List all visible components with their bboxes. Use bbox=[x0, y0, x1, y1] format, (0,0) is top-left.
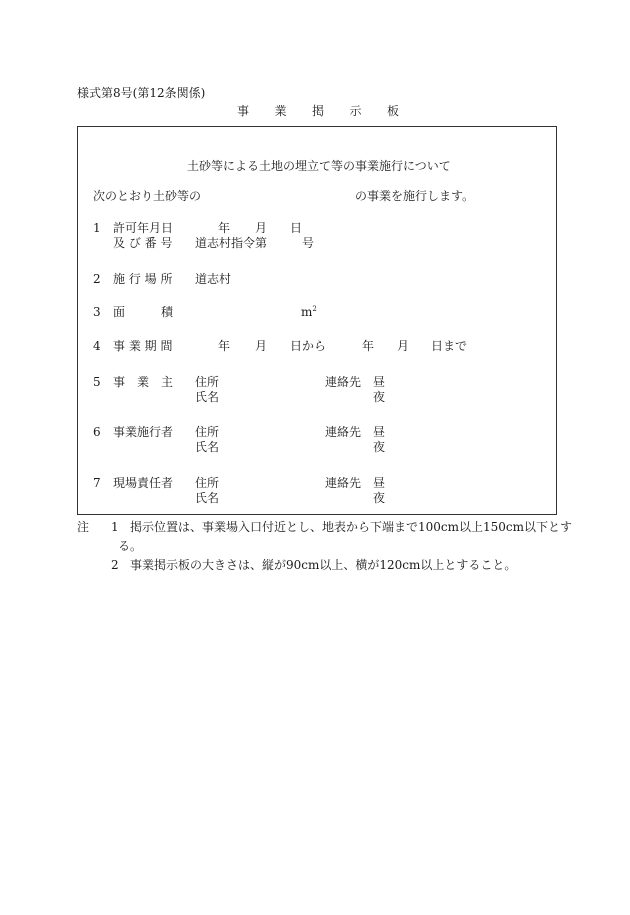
period-start-day: 日から bbox=[290, 339, 327, 353]
permit-designation-suffix: 号 bbox=[302, 236, 315, 250]
area-unit: $m^2$ bbox=[301, 305, 317, 319]
note-text: 事業掲示板の大きさは、縦が90cm以上、横が120cm以上とすること。 bbox=[130, 558, 517, 572]
contractor-address-label: 住所 bbox=[195, 425, 220, 439]
note-number: 2 bbox=[111, 558, 119, 572]
intro-suffix: の事業を施行します。 bbox=[355, 189, 475, 203]
permit-year: 年 bbox=[218, 221, 231, 235]
site-manager-day-contact: 昼 bbox=[373, 476, 386, 490]
contractor-label: 事業施行者 bbox=[113, 425, 174, 439]
location-label: 施 行 場 所 bbox=[113, 272, 173, 286]
item-number: 2 bbox=[93, 272, 101, 286]
period-end-year: 年 bbox=[362, 339, 375, 353]
contractor-night-contact: 夜 bbox=[373, 440, 386, 454]
site-manager-address-label: 住所 bbox=[195, 476, 220, 490]
permit-designation-prefix: 道志村指令第 bbox=[195, 236, 268, 250]
item-number: 6 bbox=[93, 425, 101, 439]
signboard-frame bbox=[77, 126, 557, 515]
document-title: 事 業 掲 示 板 bbox=[237, 104, 400, 118]
item-number: 7 bbox=[93, 476, 101, 490]
contractor-name-label: 氏名 bbox=[195, 440, 220, 454]
contractor-contact-label: 連絡先 bbox=[325, 425, 362, 439]
note-number: 1 bbox=[111, 520, 119, 534]
intro-prefix: 次のとおり土砂等の bbox=[93, 189, 202, 203]
site-manager-night-contact: 夜 bbox=[373, 491, 386, 505]
period-end-day: 日まで bbox=[431, 339, 468, 353]
permit-month: 月 bbox=[255, 221, 268, 235]
site-manager-contact-label: 連絡先 bbox=[325, 476, 362, 490]
permit-number-label: 及 び 番 号 bbox=[113, 236, 173, 250]
operator-address-label: 住所 bbox=[195, 375, 220, 389]
note-text-continued: る。 bbox=[118, 539, 143, 553]
period-start-year: 年 bbox=[218, 339, 231, 353]
operator-night-contact: 夜 bbox=[373, 390, 386, 404]
period-label: 事 業 期 間 bbox=[113, 339, 173, 353]
site-manager-label: 現場責任者 bbox=[113, 476, 174, 490]
permit-date-label: 許可年月日 bbox=[113, 221, 174, 235]
contractor-day-contact: 昼 bbox=[373, 425, 386, 439]
item-number: 4 bbox=[93, 339, 101, 353]
item-number: 1 bbox=[93, 221, 101, 235]
signboard-heading: 土砂等による土地の埋立て等の事業施行について bbox=[187, 159, 451, 173]
operator-name-label: 氏名 bbox=[195, 390, 220, 404]
operator-label: 事 業 主 bbox=[113, 375, 174, 389]
note-text: 掲示位置は、事業場入口付近とし、地表から下端まで100cm以上150cm以下とす bbox=[130, 520, 573, 534]
permit-day: 日 bbox=[290, 221, 303, 235]
period-end-month: 月 bbox=[397, 339, 410, 353]
site-manager-name-label: 氏名 bbox=[195, 491, 220, 505]
item-number: 3 bbox=[93, 305, 101, 319]
item-number: 5 bbox=[93, 375, 101, 389]
notes-label: 注 bbox=[77, 520, 90, 534]
area-label: 面 積 bbox=[113, 305, 174, 319]
operator-day-contact: 昼 bbox=[373, 375, 386, 389]
period-start-month: 月 bbox=[255, 339, 268, 353]
operator-contact-label: 連絡先 bbox=[325, 375, 362, 389]
location-value: 道志村 bbox=[195, 272, 232, 286]
form-number: 様式第8号(第12条関係) bbox=[77, 86, 206, 100]
